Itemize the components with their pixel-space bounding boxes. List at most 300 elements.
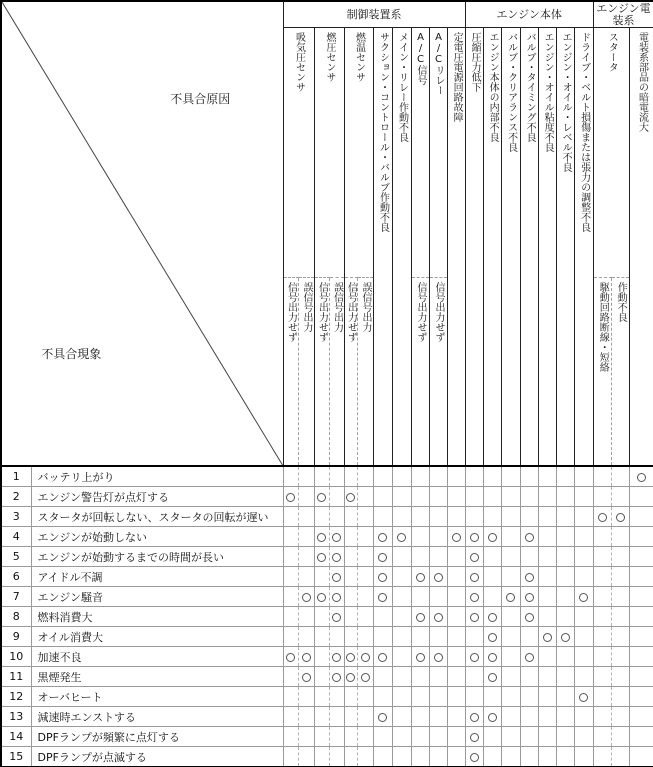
matrix-cell [556,747,574,767]
mark-circle [470,593,479,602]
matrix-cell [501,607,520,627]
matrix-cell [447,747,465,767]
mark-circle [579,593,588,602]
matrix-cell [465,547,483,567]
mark-circle [470,553,479,562]
matrix-cell [283,466,298,487]
mark-circle [361,673,370,682]
matrix-cell [357,507,373,527]
matrix-cell [538,627,556,647]
matrix-cell [629,607,653,627]
cause-header-label: 燃圧センサ [324,32,335,82]
matrix-cell [520,567,538,587]
matrix-cell [611,687,629,707]
matrix-cell [465,587,483,607]
matrix-cell [483,747,501,767]
cause-header-label: エンジン・オイル粘度不良 [542,32,554,152]
matrix-cell [574,707,593,727]
mark-circle [525,533,534,542]
cause-header [283,28,314,278]
matrix-cell [411,607,429,627]
matrix-cell [538,587,556,607]
matrix-cell [373,466,392,487]
matrix-cell [629,547,653,567]
matrix-cell [392,607,411,627]
matrix-cell [611,627,629,647]
matrix-cell [447,587,465,607]
failure-mode-header [344,278,357,467]
matrix-cell [447,647,465,667]
matrix-cell [556,667,574,687]
matrix-cell [447,627,465,647]
matrix-cell [574,727,593,747]
matrix-cell [611,567,629,587]
symptom-row [1,707,653,727]
row-number: 4 [1,527,31,547]
mark-circle [579,693,588,702]
matrix-cell [447,707,465,727]
matrix-cell [465,627,483,647]
symptom-row [1,687,653,707]
matrix-cell [314,747,329,767]
matrix-cell [447,547,465,567]
matrix-cell [556,627,574,647]
matrix-cell [373,687,392,707]
cause-header-label: エンジン・オイル・レベル不良 [560,32,572,172]
matrix-cell [283,527,298,547]
mark-circle [616,513,625,522]
row-number: 5 [1,547,31,567]
matrix-cell [593,507,611,527]
mark-circle [317,593,326,602]
matrix-cell [298,567,314,587]
cause-header-label: エンジン本体の内部不良 [487,32,499,142]
cause-header-label: A/C信号 [415,32,426,85]
symptom-label: DPFランプが点滅する [31,747,283,767]
symptom-label: エンジン警告灯が点灯する [31,487,283,507]
mark-circle [346,653,355,662]
failure-mode-header [411,278,429,467]
matrix-cell [373,607,392,627]
matrix-cell [298,487,314,507]
matrix-cell [447,487,465,507]
matrix-cell [329,507,344,527]
mark-circle [470,533,479,542]
matrix-cell [611,547,629,567]
symptom-label: アイドル不調 [31,567,283,587]
matrix-cell [447,527,465,547]
matrix-cell [283,707,298,727]
matrix-cell [593,627,611,647]
matrix-cell [429,687,447,707]
symptom-label: 加速不良 [31,647,283,667]
matrix-cell [298,747,314,767]
mark-circle [378,533,387,542]
matrix-cell [344,527,357,547]
failure-mode-label: 作動不良 [615,282,627,322]
mark-circle [317,553,326,562]
matrix-cell [357,687,373,707]
matrix-cell [538,607,556,627]
matrix-cell [298,587,314,607]
matrix-cell [629,567,653,587]
matrix-cell [465,727,483,747]
mark-circle [470,653,479,662]
matrix-cell [465,667,483,687]
matrix-cell [629,487,653,507]
mark-circle [317,533,326,542]
matrix-cell [574,487,593,507]
matrix-cell [329,466,344,487]
cause-header [483,28,501,467]
matrix-cell [520,667,538,687]
matrix-cell [329,607,344,627]
matrix-cell [483,527,501,547]
matrix-cell [501,487,520,507]
cause-header [574,28,593,467]
matrix-cell [411,466,429,487]
matrix-cell [593,707,611,727]
mark-circle [346,493,355,502]
cause-header-label: バルブ・タイミング不良 [524,32,536,142]
matrix-cell [611,527,629,547]
matrix-cell [283,747,298,767]
matrix-cell [629,667,653,687]
mark-circle [543,633,552,642]
matrix-cell [556,567,574,587]
matrix-cell [611,607,629,627]
matrix-cell [392,747,411,767]
symptom-label: 減速時エンストする [31,707,283,727]
matrix-cell [357,707,373,727]
symptom-row [1,727,653,747]
matrix-cell [429,727,447,747]
mark-circle [470,733,479,742]
matrix-cell [611,647,629,667]
matrix-cell [429,747,447,767]
matrix-cell [344,507,357,527]
matrix-cell [593,547,611,567]
matrix-cell [483,507,501,527]
matrix-cell [298,466,314,487]
matrix-cell [411,587,429,607]
row-number: 14 [1,727,31,747]
matrix-cell [629,747,653,767]
cause-header [429,28,447,278]
matrix-cell [283,587,298,607]
matrix-cell [344,487,357,507]
matrix-cell [520,627,538,647]
matrix-cell [574,527,593,547]
matrix-cell [465,607,483,627]
matrix-cell [411,647,429,667]
mark-circle [416,653,425,662]
symptom-row [1,487,653,507]
matrix-cell [411,547,429,567]
row-number: 8 [1,607,31,627]
mark-circle [378,593,387,602]
matrix-cell [429,667,447,687]
symptom-row [1,627,653,647]
matrix-cell [501,727,520,747]
row-number: 11 [1,667,31,687]
failure-mode-header [283,278,298,467]
mark-circle [434,653,443,662]
matrix-cell [538,707,556,727]
failure-mode-header [298,278,314,467]
mark-circle [470,573,479,582]
matrix-cell [314,466,329,487]
cause-header-label: スタータ [606,32,618,72]
matrix-cell [429,487,447,507]
matrix-cell [298,527,314,547]
row-number: 15 [1,747,31,767]
matrix-cell [283,567,298,587]
matrix-cell [373,547,392,567]
matrix-cell [357,667,373,687]
cause-header [465,28,483,467]
matrix-cell [314,627,329,647]
matrix-cell [329,587,344,607]
matrix-cell [329,547,344,567]
symptom-row [1,567,653,587]
mark-circle [488,673,497,682]
cause-header-label: 定電圧電源回路故障 [451,32,463,122]
matrix-cell [344,727,357,747]
header-group-row [1,1,653,28]
matrix-cell [538,487,556,507]
mark-circle [488,713,497,722]
matrix-cell [344,607,357,627]
matrix-cell [556,727,574,747]
matrix-cell [465,466,483,487]
cause-header-label: A/Cリレー [433,32,444,95]
matrix-cell [593,527,611,547]
matrix-cell [392,627,411,647]
symptom-label: DPFランプが頻繁に点灯する [31,727,283,747]
matrix-cell [556,547,574,567]
matrix-cell [392,466,411,487]
matrix-cell [556,707,574,727]
mark-circle [378,653,387,662]
matrix-cell [483,607,501,627]
matrix-cell [593,727,611,747]
matrix-cell [483,627,501,647]
matrix-cell [411,567,429,587]
matrix-cell [465,707,483,727]
symptom-row [1,587,653,607]
matrix-cell [298,727,314,747]
symptom-axis-label: 不具合現象 [41,346,102,361]
matrix-cell [538,507,556,527]
matrix-cell [314,567,329,587]
failure-mode-label: 信号出力せず [433,282,444,342]
matrix-cell [357,567,373,587]
mark-circle [525,613,534,622]
matrix-cell [574,747,593,767]
matrix-cell [629,707,653,727]
matrix-cell [520,687,538,707]
matrix-cell [329,527,344,547]
matrix-cell [447,567,465,587]
failure-mode-label: 信号出力せず [415,282,426,342]
matrix-cell [314,687,329,707]
symptom-label: 燃料消費大 [31,607,283,627]
symptom-label: スタータが回転しない、スタータの回転が遅い [31,507,283,527]
matrix-cell [593,647,611,667]
cause-header [411,28,429,278]
mark-circle [332,553,341,562]
matrix-cell [501,567,520,587]
matrix-cell [574,507,593,527]
matrix-cell [465,747,483,767]
matrix-cell [357,627,373,647]
matrix-cell [344,587,357,607]
matrix-cell [344,747,357,767]
matrix-cell [344,687,357,707]
matrix-cell [447,466,465,487]
mark-circle [488,533,497,542]
matrix-cell [429,466,447,487]
failure-mode-label: 信号出力せず [316,282,328,342]
mark-circle [561,633,570,642]
row-number: 10 [1,647,31,667]
matrix-cell [593,587,611,607]
matrix-cell [574,687,593,707]
matrix-cell [593,687,611,707]
matrix-cell [611,707,629,727]
matrix-cell [392,507,411,527]
matrix-cell [574,547,593,567]
matrix-cell [411,627,429,647]
group-header: 制御装置系 [283,1,465,28]
matrix-cell [520,466,538,487]
matrix-cell [329,667,344,687]
mark-circle [525,593,534,602]
matrix-cell [429,587,447,607]
row-number: 13 [1,707,31,727]
matrix-cell [593,747,611,767]
matrix-cell [329,627,344,647]
matrix-cell [298,707,314,727]
matrix-cell [357,727,373,747]
matrix-cell [392,687,411,707]
matrix-cell [344,707,357,727]
matrix-cell [373,627,392,647]
matrix-cell [611,727,629,747]
matrix-cell [373,527,392,547]
matrix-cell [611,507,629,527]
mark-circle [434,613,443,622]
matrix-cell [283,607,298,627]
matrix-cell [593,466,611,487]
cause-header [556,28,574,467]
matrix-cell [283,627,298,647]
matrix-cell [373,487,392,507]
matrix-cell [392,727,411,747]
matrix-cell [283,727,298,747]
failure-mode-header [314,278,329,467]
matrix-cell [314,727,329,747]
row-number: 12 [1,687,31,707]
matrix-cell [329,707,344,727]
matrix-cell [298,547,314,567]
matrix-cell [483,667,501,687]
mark-circle [452,533,461,542]
matrix-cell [483,567,501,587]
matrix-cell [373,667,392,687]
matrix-cell [298,647,314,667]
cause-header [344,28,373,278]
cause-header [447,28,465,467]
mark-circle [378,553,387,562]
matrix-cell [314,647,329,667]
matrix-cell [593,487,611,507]
symptom-label: エンジンが始動しない [31,527,283,547]
matrix-cell [574,567,593,587]
matrix-cell [611,487,629,507]
mark-circle [332,593,341,602]
matrix-cell [357,547,373,567]
matrix-cell [520,727,538,747]
matrix-cell [538,466,556,487]
matrix-cell [392,527,411,547]
row-number: 2 [1,487,31,507]
matrix-cell [298,607,314,627]
failure-mode-header [357,278,373,467]
matrix-cell [611,747,629,767]
mark-circle [470,613,479,622]
matrix-cell [520,747,538,767]
matrix-cell [447,607,465,627]
matrix-cell [501,687,520,707]
matrix-cell [298,627,314,647]
cause-header [520,28,538,467]
matrix-cell [465,507,483,527]
mark-circle [434,573,443,582]
failure-mode-header [329,278,344,467]
mark-circle [416,573,425,582]
matrix-cell [520,487,538,507]
cause-header-label: サクション・コントロール・バルブ作動不良 [377,32,389,232]
matrix-cell [611,667,629,687]
failure-mode-header [429,278,447,467]
failure-mode-header [593,278,611,467]
failure-mode-label: 駆動回路断線・短絡 [597,282,609,372]
matrix-cell [538,647,556,667]
matrix-cell [411,747,429,767]
matrix-cell [429,507,447,527]
matrix-cell [447,727,465,747]
matrix-cell [429,607,447,627]
matrix-cell [447,667,465,687]
matrix-cell [357,466,373,487]
matrix-cell [483,687,501,707]
matrix-cell [373,507,392,527]
matrix-cell [593,667,611,687]
matrix-cell [501,707,520,727]
mark-circle [378,713,387,722]
matrix-cell [373,747,392,767]
mark-circle [286,653,295,662]
matrix-cell [483,547,501,567]
matrix-cell [556,527,574,547]
matrix-cell [538,547,556,567]
matrix-cell [429,707,447,727]
mark-circle [598,513,607,522]
matrix-cell [298,507,314,527]
matrix-cell [520,527,538,547]
